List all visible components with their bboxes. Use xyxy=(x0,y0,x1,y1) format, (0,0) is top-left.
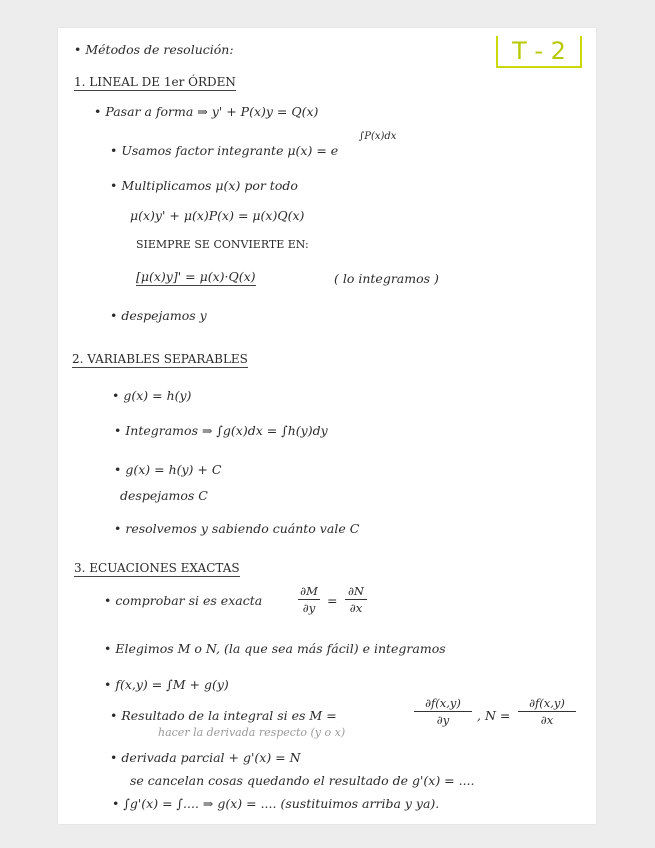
fraction-df-dy xyxy=(414,696,472,727)
fraction-denominator: ∂y xyxy=(436,713,450,727)
fraction-bar xyxy=(414,711,472,712)
s2-line-2: • Integramos ⇒ ∫g(x)dx = ∫h(y)dy xyxy=(114,423,328,438)
fraction-denominator: ∂x xyxy=(540,713,554,727)
fraction-bar xyxy=(518,711,576,712)
s3-line-5: • derivada parcial + g'(x) = N xyxy=(110,750,301,765)
section-2-title: 2. VARIABLES SEPARABLES xyxy=(72,352,248,366)
s1-line-6b: ( lo integramos ) xyxy=(334,271,439,286)
s1-line-6a: [μ(x)y]' = μ(x)·Q(x) xyxy=(136,269,256,284)
s1-line-2: • Usamos factor integrante μ(x) = e xyxy=(110,143,339,158)
fraction-dN-dx xyxy=(345,584,367,615)
fraction-denominator: ∂x xyxy=(349,601,363,615)
s1-line-3: • Multiplicamos μ(x) por todo xyxy=(110,178,298,193)
s3-line-3: • f(x,y) = ∫M + g(y) xyxy=(104,677,229,692)
fraction-dM-dy xyxy=(298,584,320,615)
fraction-numerator: ∂f(x,y) xyxy=(425,696,461,710)
s3-line-2: • Elegimos M o N, (la que sea más fácil) e integramos xyxy=(104,641,446,656)
section-3-title: 3. ECUACIONES EXACTAS xyxy=(74,561,240,575)
s3-equals: = xyxy=(327,593,338,608)
s1-line-5: SIEMPRE SE CONVIERTE EN: xyxy=(136,238,309,251)
fraction-numerator: ∂f(x,y) xyxy=(529,696,565,710)
s1-line-1: • Pasar a forma ⇒ y' + P(x)y = Q(x) xyxy=(94,104,319,119)
s2-line-5: • resolvemos y sabiendo cuánto vale C xyxy=(114,521,360,536)
intro-line: • Métodos de resolución: xyxy=(74,42,234,57)
s1-exponent: ∫P(x)dx xyxy=(359,131,397,142)
s1-line-4: μ(x)y' + μ(x)P(x) = μ(x)Q(x) xyxy=(130,208,305,223)
page-tag: T - 2 xyxy=(496,36,582,68)
fraction-bar xyxy=(298,599,320,600)
fraction-df-dx xyxy=(518,696,576,727)
s3-line-7: • ∫g'(x) = ∫.... ⇒ g(x) = .... (sustituimos arriba y ya). xyxy=(112,796,440,811)
s3-note: hacer la derivada respecto (y o x) xyxy=(158,726,346,739)
fraction-numerator: ∂N xyxy=(347,584,364,598)
fraction-numerator: ∂M xyxy=(300,584,318,598)
section-1-title: 1. LINEAL DE 1er ÓRDEN xyxy=(74,75,236,89)
s3-line-4-mid: , N = xyxy=(477,708,511,723)
s3-line-1: • comprobar si es exacta xyxy=(104,593,263,608)
s3-line-4: • Resultado de la integral si es M = xyxy=(110,708,337,723)
fraction-denominator: ∂y xyxy=(302,601,316,615)
s2-line-1: • g(x) = h(y) xyxy=(112,388,192,403)
s2-line-3: • g(x) = h(y) + C xyxy=(114,462,222,477)
s3-line-6: se cancelan cosas quedando el resultado de g'(x) = .... xyxy=(130,773,475,788)
s1-line-7: • despejamos y xyxy=(110,308,207,323)
fraction-bar xyxy=(345,599,367,600)
s2-line-4: despejamos C xyxy=(120,488,208,503)
